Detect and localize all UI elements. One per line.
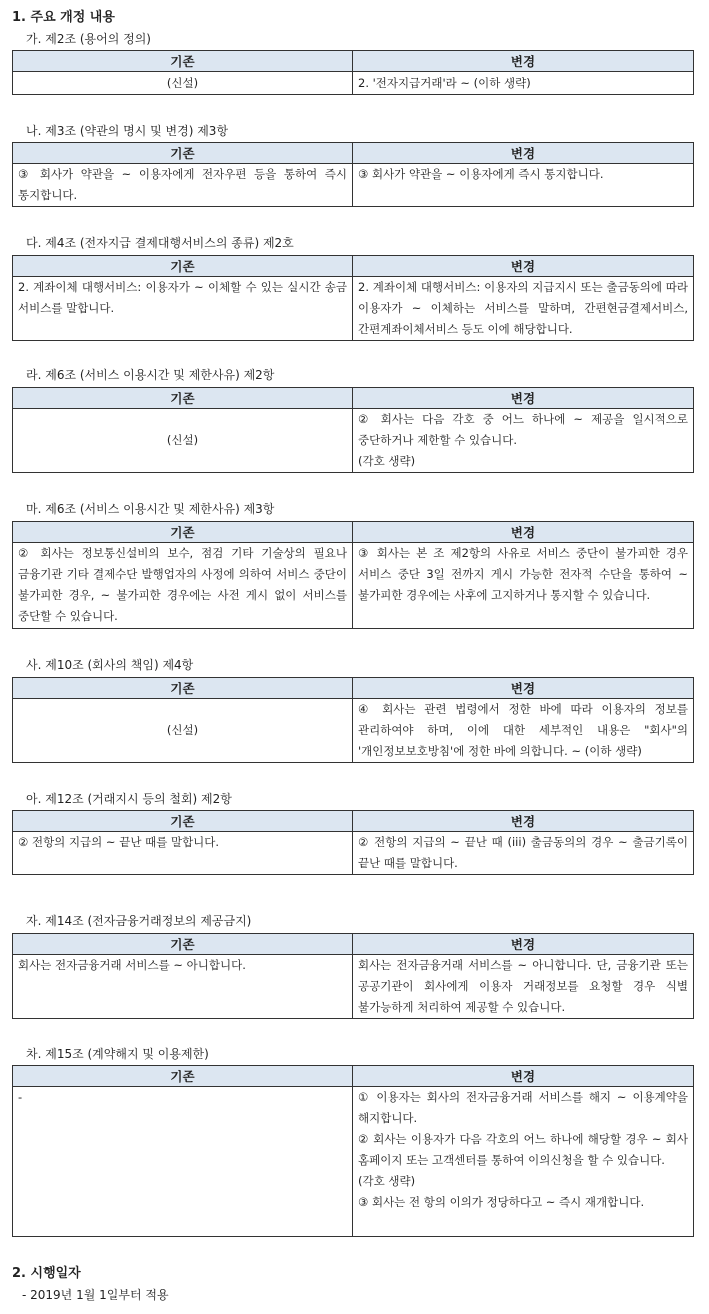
amendment-title-ra: 라. 제6조 (서비스 이용시간 및 제한사유) 제2항 xyxy=(26,368,275,382)
comparison-table-ga xyxy=(12,50,694,95)
header-before: 기존 xyxy=(13,1066,353,1087)
comparison-table-cha xyxy=(12,1065,694,1237)
header-before: 기존 xyxy=(13,256,353,277)
header-before: 기존 xyxy=(13,934,353,955)
header-before: 기존 xyxy=(13,811,353,832)
header-after: 변경 xyxy=(353,522,694,543)
header-after: 변경 xyxy=(353,388,694,409)
before-cell: ③ 회사가 약관을 ~ 이용자에게 전자우편 등을 통하여 즉시 통지합니다. xyxy=(13,164,353,207)
amendment-title-ga: 가. 제2조 (용어의 정의) xyxy=(26,32,151,46)
amendment-title-da: 다. 제4조 (전자지급 결제대행서비스의 종류) 제2호 xyxy=(26,236,294,250)
comparison-table-ma xyxy=(12,521,694,629)
amendment-title-cha: 차. 제15조 (계약해지 및 이용제한) xyxy=(26,1047,209,1061)
after-cell: ③ 회사는 본 조 제2항의 사유로 서비스 중단이 불가피한 경우 서비스 중단 3일 전까지 게시 가능한 전자적 수단을 통하여 ~ 불가피한 경우에는 사후에 고지하거나 통지할 수 있습니다. xyxy=(353,543,694,629)
header-before: 기존 xyxy=(13,522,353,543)
comparison-table-ja xyxy=(12,933,694,1019)
comparison-table-a xyxy=(12,810,694,875)
comparison-table-da xyxy=(12,255,694,341)
after-cell: 2. 계좌이체 대행서비스: 이용자의 지급지시 또는 출금동의에 따라 이용자가 ~ 이체하는 서비스를 말하며, 간편현금결제서비스, 간편계좌이체서비스 등도 이에 해당합니다. xyxy=(353,277,694,341)
after-cell: ① 이용자는 회사의 전자금융거래 서비스를 해지 ~ 이용계약을 해지합니다. ② 회사는 이용자가 다음 각호의 어느 하나에 해당할 경우 ~ 회사 홈페이지 또는 고객센터를 통하여 이의신청을 할 수 있습니다. (각호 생략) ③ 회사는 전 항의 이의가 정당하다고 ~ 즉시 재개합니다. xyxy=(353,1087,694,1237)
after-cell: ③ 회사가 약관을 ~ 이용자에게 즉시 통지합니다. xyxy=(353,164,694,207)
header-after: 변경 xyxy=(353,811,694,832)
comparison-table-na xyxy=(12,142,694,207)
after-cell: 회사는 전자금융거래 서비스를 ~ 아니합니다. 단, 금융기관 또는 공공기관이 회사에게 이용자 거래정보를 요청할 경우 식별 불가능하게 처리하여 제공할 수 있습니다. xyxy=(353,955,694,1019)
header-after: 변경 xyxy=(353,678,694,699)
before-cell: - xyxy=(13,1087,353,1237)
before-cell: ② 회사는 정보통신설비의 보수, 점검 기타 기술상의 필요나 금융기관 기타 결제수단 발행업자의 사정에 의하여 서비스 중단이 불가피한 경우, ~ 불가피한 경우에는 사전 게시 없이 서비스를 중단할 수 있습니다. xyxy=(13,543,353,629)
amendment-title-ja: 자. 제14조 (전자금융거래정보의 제공금지) xyxy=(26,914,252,928)
header-after: 변경 xyxy=(353,143,694,164)
header-after: 변경 xyxy=(353,934,694,955)
section-1-title: 1. 주요 개정 내용 xyxy=(12,10,115,25)
header-after: 변경 xyxy=(353,1066,694,1087)
before-cell: (신설) xyxy=(13,699,353,763)
amendment-title-ma: 마. 제6조 (서비스 이용시간 및 제한사유) 제3항 xyxy=(26,502,275,516)
before-cell: (신설) xyxy=(13,409,353,473)
after-cell: ② 회사는 다음 각호 중 어느 하나에 ~ 제공을 일시적으로 중단하거나 제한할 수 있습니다. (각호 생략) xyxy=(353,409,694,473)
before-cell: 회사는 전자금융거래 서비스를 ~ 아니합니다. xyxy=(13,955,353,1019)
amendment-title-na: 나. 제3조 (약관의 명시 및 변경) 제3항 xyxy=(26,124,229,138)
header-before: 기존 xyxy=(13,51,353,72)
before-cell: 2. 계좌이체 대행서비스: 이용자가 ~ 이체할 수 있는 실시간 송금 서비스를 말합니다. xyxy=(13,277,353,341)
header-after: 변경 xyxy=(353,51,694,72)
amendment-title-sa: 사. 제10조 (회사의 책임) 제4항 xyxy=(26,658,194,672)
comparison-table-ra xyxy=(12,387,694,473)
header-before: 기존 xyxy=(13,143,353,164)
before-cell: ② 전항의 지급의 ~ 끝난 때를 말합니다. xyxy=(13,832,353,875)
after-cell: ② 전항의 지급의 ~ 끝난 때 (iii) 출금동의의 경우 ~ 출금기록이 끝난 때를 말합니다. xyxy=(353,832,694,875)
header-before: 기존 xyxy=(13,388,353,409)
after-cell: ④ 회사는 관련 법령에서 정한 바에 따라 이용자의 정보를 관리하여야 하며, 이에 대한 세부적인 내용은 "회사"의 '개인정보보호방침'에 정한 바에 의합니다. ~ (이하 생략) xyxy=(353,699,694,763)
amendment-title-a: 아. 제12조 (거래지시 등의 철회) 제2항 xyxy=(26,792,232,806)
header-before: 기존 xyxy=(13,678,353,699)
before-cell: (신설) xyxy=(13,72,353,95)
section-2-title: 2. 시행일자 xyxy=(12,1266,81,1281)
effective-date: - 2019년 1월 1일부터 적용 xyxy=(22,1288,169,1302)
header-after: 변경 xyxy=(353,256,694,277)
comparison-table-sa xyxy=(12,677,694,763)
after-cell: 2. '전자지급거래'라 ~ (이하 생략) xyxy=(353,72,694,95)
